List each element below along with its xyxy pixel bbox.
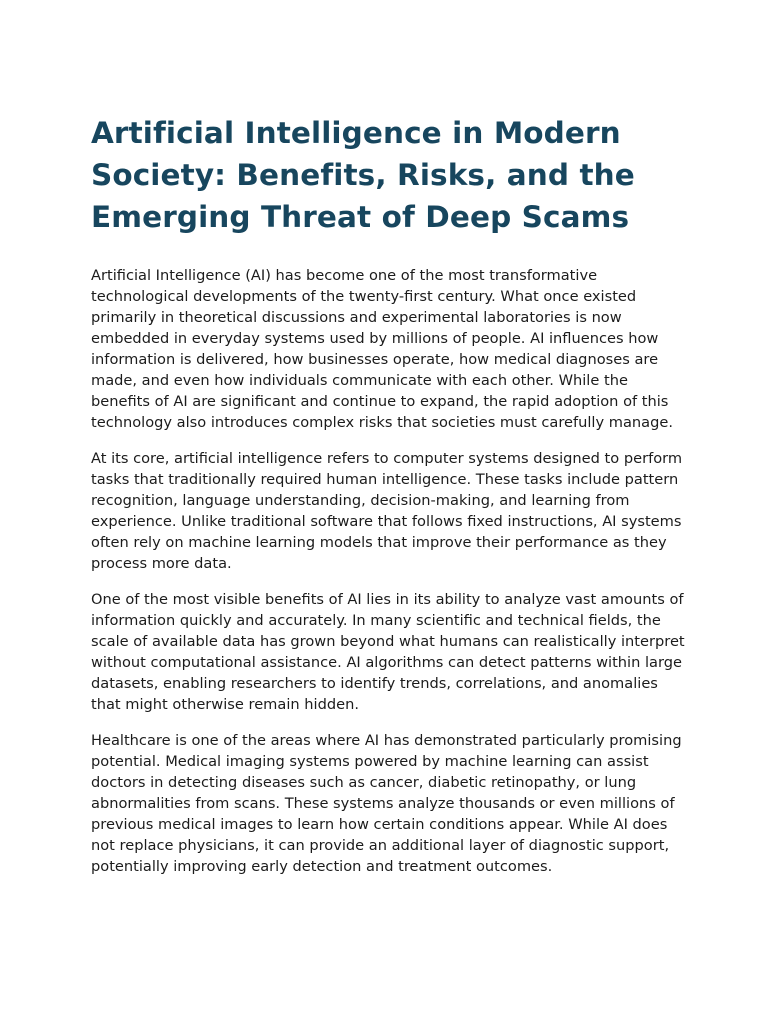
paragraph-2: At its core, artificial intelligence refers to computer systems designed to perform tasks that traditionally required human intelligence. These tasks include pattern recognition, language understanding, decision-making, and learning from experience. Unlike traditional software that follows fixed instructions, AI systems often rely on machine learning models that improve their performance as they process more data. <box>91 450 683 572</box>
paragraph-4: Healthcare is one of the areas where AI has demonstrated particularly promising potential. Medical imaging systems powered by machine learning can assist doctors in detecting diseases such as cancer, diabetic retinopathy, or lung abnormalities from scans. These systems analyze thousands or even millions of previous medical images to learn how certain conditions appear. While AI does not replace physicians, it can provide an additional layer of diagnostic support, potentially improving early detection and treatment outcomes. <box>91 732 682 875</box>
document-title: Artificial Intelligence in Modern Society: Benefits, Risks, and the Emerging Threat of Deep Scams <box>91 116 635 234</box>
paragraph-3: One of the most visible benefits of AI lies in its ability to analyze vast amounts of information quickly and accurately. In many scientific and technical fields, the scale of available data has grown beyond what humans can realistically interpret without computational assistance. AI algorithms can detect patterns within large datasets, enabling researchers to identify trends, correlations, and anomalies that might otherwise remain hidden. <box>91 591 685 713</box>
paragraph-1: Artificial Intelligence (AI) has become one of the most transformative technological developments of the twenty-first century. What once existed primarily in theoretical discussions and experimental laboratories is now embedded in everyday systems used by millions of people. AI influences how information is delivered, how businesses operate, how medical diagnoses are made, and even how individuals communicate with each other. While the benefits of AI are significant and continue to expand, the rapid adoption of this technology also introduces complex risks that societies must carefully manage. <box>91 267 673 431</box>
document-page <box>91 112 691 892</box>
document-body <box>91 265 691 877</box>
